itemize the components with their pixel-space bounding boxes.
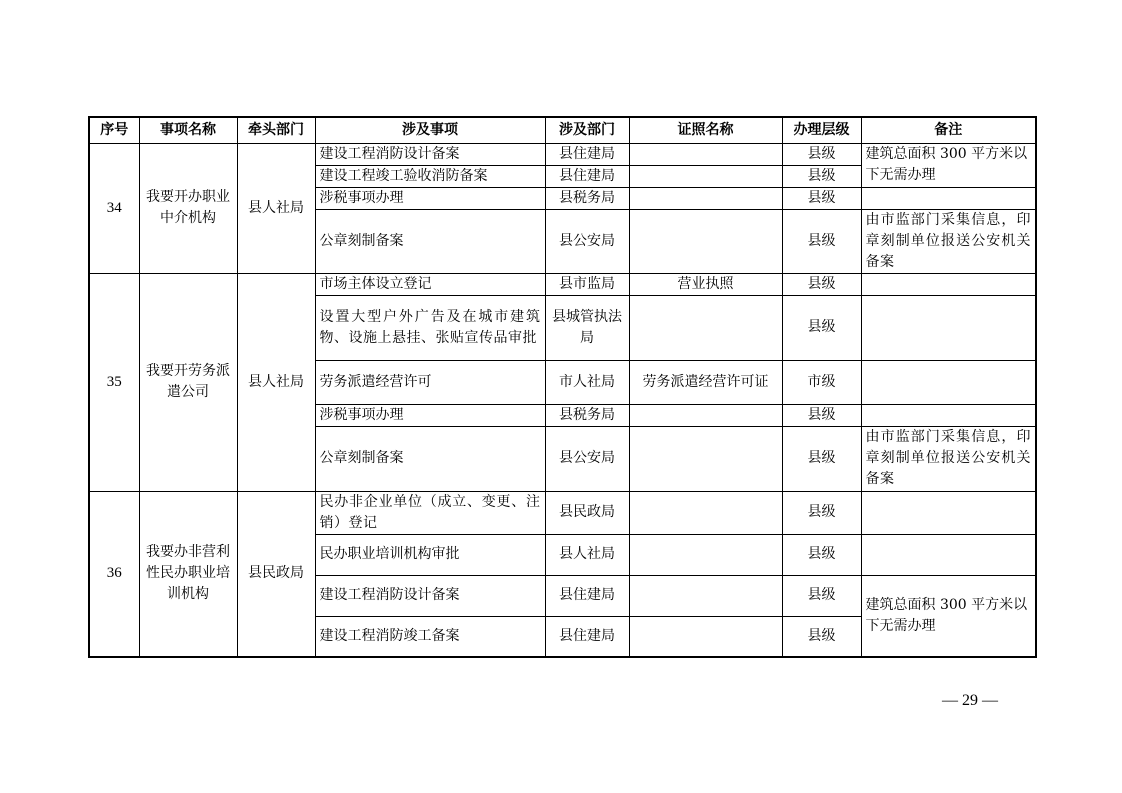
- dept-cell: 县人社局: [545, 534, 629, 575]
- level-cell: 市级: [782, 360, 861, 404]
- level-cell: 县级: [782, 165, 861, 187]
- matters-table: [88, 116, 1037, 658]
- dept-cell: 县税务局: [545, 404, 629, 426]
- dept-cell: 县城管执法局: [545, 295, 629, 360]
- table-row: [89, 273, 1036, 295]
- header-involved-dept: 涉及部门: [545, 117, 629, 143]
- license-cell: [629, 295, 782, 360]
- level-cell: 县级: [782, 273, 861, 295]
- remark-cell: 建筑总面积 300 平方米以下无需办理: [861, 143, 1036, 187]
- remark-cell: 由市监部门采集信息，印章刻制单位报送公安机关备案: [861, 426, 1036, 491]
- dept-cell: 县税务局: [545, 187, 629, 209]
- item-cell: 劳务派遣经营许可: [315, 360, 545, 404]
- level-cell: 县级: [782, 187, 861, 209]
- item-cell: 公章刻制备案: [315, 426, 545, 491]
- level-cell: 县级: [782, 295, 861, 360]
- header-involved-item: 涉及事项: [315, 117, 545, 143]
- dept-cell: 县住建局: [545, 616, 629, 657]
- license-cell: [629, 187, 782, 209]
- header-license-name: 证照名称: [629, 117, 782, 143]
- license-cell: [629, 491, 782, 534]
- remark-cell: [861, 295, 1036, 360]
- group-lead-cell: 县人社局: [237, 143, 315, 273]
- dept-cell: 县公安局: [545, 426, 629, 491]
- remark-cell: [861, 360, 1036, 404]
- item-cell: 公章刻制备案: [315, 209, 545, 273]
- group-lead-cell: 县民政局: [237, 491, 315, 657]
- dept-cell: 县公安局: [545, 209, 629, 273]
- license-cell: 营业执照: [629, 273, 782, 295]
- item-cell: 建设工程消防设计备案: [315, 143, 545, 165]
- group-no-cell: 36: [89, 491, 139, 657]
- dept-cell: 县住建局: [545, 143, 629, 165]
- remark-cell: [861, 273, 1036, 295]
- table-header-row: [89, 117, 1036, 143]
- remark-cell: [861, 534, 1036, 575]
- page-number: — 29 —: [942, 692, 998, 709]
- item-cell: 建设工程消防竣工备案: [315, 616, 545, 657]
- license-cell: [629, 426, 782, 491]
- level-cell: 县级: [782, 143, 861, 165]
- level-cell: 县级: [782, 575, 861, 616]
- header-lead-dept: 牵头部门: [237, 117, 315, 143]
- dept-cell: 县民政局: [545, 491, 629, 534]
- license-cell: [629, 404, 782, 426]
- dept-cell: 市人社局: [545, 360, 629, 404]
- license-cell: [629, 209, 782, 273]
- table-row: [89, 491, 1036, 534]
- group-no-cell: 35: [89, 273, 139, 491]
- table-row: [89, 143, 1036, 165]
- level-cell: 县级: [782, 209, 861, 273]
- level-cell: 县级: [782, 616, 861, 657]
- remark-cell: [861, 491, 1036, 534]
- dept-cell: 县住建局: [545, 165, 629, 187]
- item-cell: 建设工程竣工验收消防备案: [315, 165, 545, 187]
- group-name-cell: 我要开办职业中介机构: [139, 143, 237, 273]
- license-cell: [629, 575, 782, 616]
- remark-cell: 建筑总面积 300 平方米以下无需办理: [861, 575, 1036, 657]
- item-cell: 涉税事项办理: [315, 187, 545, 209]
- dept-cell: 县市监局: [545, 273, 629, 295]
- level-cell: 县级: [782, 426, 861, 491]
- remark-cell: 由市监部门采集信息，印章刻制单位报送公安机关备案: [861, 209, 1036, 273]
- group-lead-cell: 县人社局: [237, 273, 315, 491]
- item-cell: 设置大型户外广告及在城市建筑物、设施上悬挂、张贴宣传品审批: [315, 295, 545, 360]
- remark-cell: [861, 187, 1036, 209]
- item-cell: 民办职业培训机构审批: [315, 534, 545, 575]
- license-cell: [629, 165, 782, 187]
- item-cell: 民办非企业单位（成立、变更、注销）登记: [315, 491, 545, 534]
- header-remarks: 备注: [861, 117, 1036, 143]
- level-cell: 县级: [782, 534, 861, 575]
- item-cell: 建设工程消防设计备案: [315, 575, 545, 616]
- level-cell: 县级: [782, 404, 861, 426]
- group-no-cell: 34: [89, 143, 139, 273]
- level-cell: 县级: [782, 491, 861, 534]
- header-no: 序号: [89, 117, 139, 143]
- license-cell: 劳务派遣经营许可证: [629, 360, 782, 404]
- header-matter-name: 事项名称: [139, 117, 237, 143]
- license-cell: [629, 616, 782, 657]
- dept-cell: 县住建局: [545, 575, 629, 616]
- license-cell: [629, 534, 782, 575]
- header-level: 办理层级: [782, 117, 861, 143]
- remark-cell: [861, 404, 1036, 426]
- group-name-cell: 我要办非营利性民办职业培训机构: [139, 491, 237, 657]
- item-cell: 市场主体设立登记: [315, 273, 545, 295]
- license-cell: [629, 143, 782, 165]
- item-cell: 涉税事项办理: [315, 404, 545, 426]
- group-name-cell: 我要开劳务派遣公司: [139, 273, 237, 491]
